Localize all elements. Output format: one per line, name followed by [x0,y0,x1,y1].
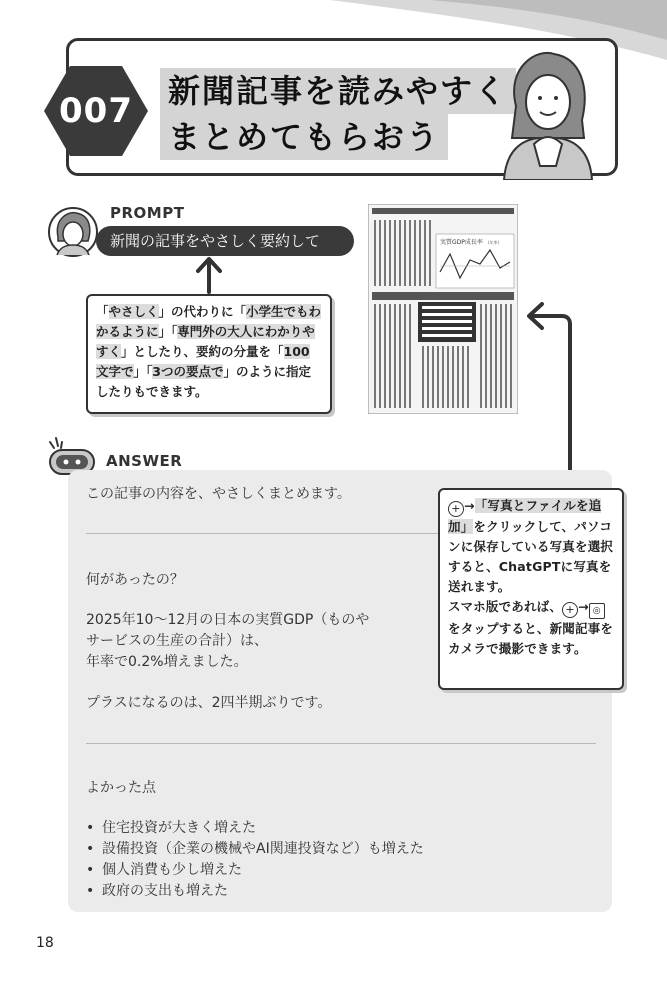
newspaper-thumbnail [368,204,518,414]
list-item: • 個人消費も少し増えた [86,860,424,881]
highlight-yasashiku: やさしく [108,304,159,319]
highlight-nonexpert: 専門外の大人にわかりやすく [96,324,315,359]
highlight-add-photo: 「写真とファイルを追加」 [448,498,602,534]
highlight-100-chars: 100文字で [96,344,310,379]
section1-heading: 何があったの？ [86,572,184,588]
chapter-number: 007 [59,91,133,131]
newspaper-chart-title: 実質GDP成長率 [440,239,483,246]
list-item: • 政府の支出も増えた [86,881,424,902]
camera-icon: ◎ [589,603,605,619]
plus-circle-icon-2: + [562,602,578,618]
prompt-tip-note: 「やさしく」の代わりに「小学生でもわかるように」「専門外の大人にわかりやすく」としたり、要約の分量を「100文字で」「3つの要点で」のように指定したりもできます。 [86,294,332,414]
woman-avatar-icon [48,207,98,257]
arrow-left-icon [522,300,582,492]
section2-list [86,818,424,902]
prompt-text-pill: 新聞の記事をやさしく要約して [96,226,354,256]
section1-line-2: サービスの生産の合計）は、 [86,633,268,649]
highlight-elementary: 小学生でもわかるように [96,304,322,339]
list-item: • 住宅投資が大きく増えた [86,818,424,839]
plus-circle-icon: + [448,501,464,517]
highlight-3-points: 3つの要点で [152,364,224,379]
prompt-label: PROMPT [110,204,185,222]
answer-intro: この記事の内容を、やさしくまとめます。 [86,486,351,502]
answer-divider-2 [86,743,596,744]
newspaper-chart-unit: (年率) [488,240,500,245]
section2-heading: よかった点 [86,780,156,796]
woman-illustration [498,46,598,180]
list-item: • 設備投資（企業の機械やAI関連投資など）も増えた [86,839,424,860]
page-title-line-2: まとめてもらおう [160,114,448,160]
upload-tip-callout: + →「写真とファイルを追加」をクリックして、パソコンに保存している写真を選択すると、ChatGPTに写真を送れます。 スマホ版であれば、 + → ◎をタップすると、新聞記事をカメラで撮影できます。 [438,488,624,690]
page-title-line-1: 新聞記事を読みやすく [160,68,516,114]
arrow-up-icon [194,254,224,294]
answer-label: ANSWER [106,452,183,470]
section1-line-3: 年率で0.2%増えました。 [86,654,248,670]
section1-line-4: プラスになるのは、2四半期ぶりです。 [86,695,332,711]
answer-divider-1 [86,533,438,534]
page-number: 18 [36,935,54,951]
section1-line-1: 2025年10～12月の日本の実質GDP（ものや [86,612,370,628]
